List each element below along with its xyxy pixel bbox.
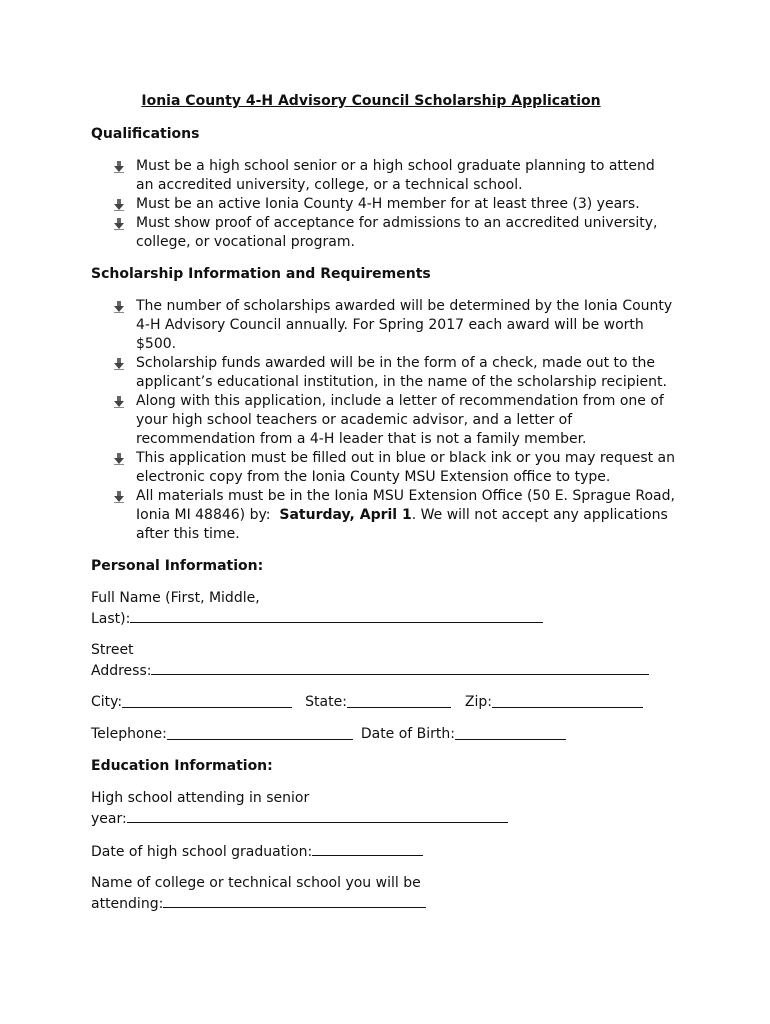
arrow-down-bullet-icon (114, 161, 124, 173)
application-form (91, 92, 676, 926)
scholarship-info-heading: Scholarship Information and Requirements (91, 266, 431, 282)
qualifications-heading: Qualifications (91, 126, 200, 142)
full-name-label-line2: Last): (91, 611, 131, 627)
dob-label: Date of Birth: (360, 726, 456, 742)
requirement-text-before: All materials must be in the Ionia MSU Extension Office (50 E. Sprague Road, Ionia MI 48846) by: (136, 488, 675, 523)
full-name-field (91, 589, 676, 629)
arrow-down-bullet-icon (114, 301, 124, 313)
qualifications-list (91, 157, 676, 252)
high-school-field (91, 789, 676, 829)
telephone-label: Telephone: (91, 726, 167, 742)
college-input[interactable] (163, 893, 426, 908)
arrow-down-bullet-icon (114, 453, 124, 465)
zip-label: Zip: (464, 694, 493, 710)
zip-input[interactable] (492, 693, 643, 708)
graduation-label: Date of high school graduation: (91, 844, 313, 860)
requirement-text: Along with this application, include a letter of recommendation from one of your high school teachers or academic advisor, and a letter of recommendation from a 4-H leader that is not a family member. (136, 393, 664, 447)
college-field (91, 874, 676, 914)
college-label-line2: attending: (91, 896, 164, 912)
requirement-text: This application must be filled out in blue or black ink or you may request an electronic copy from the Ionia County MSU Extension office to type. (136, 450, 675, 485)
deadline-date: Saturday, April 1 (279, 507, 412, 523)
arrow-down-bullet-icon (114, 396, 124, 408)
street-label-line2: Address: (91, 663, 152, 679)
street-address-field (91, 641, 676, 681)
list-item (91, 354, 676, 392)
arrow-down-bullet-icon (114, 199, 124, 211)
list-item (91, 195, 676, 214)
street-address-input[interactable] (151, 660, 649, 675)
graduation-date-field (91, 841, 676, 862)
telephone-input[interactable] (167, 725, 353, 740)
list-item (91, 487, 676, 544)
arrow-down-bullet-icon (114, 218, 124, 230)
high-school-label-line1: High school attending in senior (91, 790, 310, 806)
list-item (91, 157, 676, 195)
full-name-label-line1: Full Name (First, Middle, (91, 590, 260, 606)
street-label-line1: Street (91, 642, 134, 658)
city-label: City: (91, 694, 123, 710)
list-item (91, 392, 676, 449)
qualification-text: Must be a high school senior or a high school graduate planning to attend an accredited university, college, or a technical school. (136, 158, 655, 193)
state-label: State: (305, 694, 347, 710)
document-title: Ionia County 4-H Advisory Council Scholarship Application (141, 93, 601, 109)
requirement-text: The number of scholarships awarded will be determined by the Ionia County 4-H Advisory Council annually. For Spring 2017 each award will be worth $500. (136, 298, 673, 352)
qualification-text: Must be an active Ionia County 4-H member for at least three (3) years. (136, 196, 640, 212)
list-item (91, 449, 676, 487)
city-input[interactable] (122, 693, 292, 708)
arrow-down-bullet-icon (114, 358, 124, 370)
arrow-down-bullet-icon (114, 491, 124, 503)
list-item (91, 297, 676, 354)
state-input[interactable] (347, 693, 451, 708)
high-school-input[interactable] (127, 808, 508, 823)
date-of-birth-input[interactable] (455, 725, 566, 740)
full-name-input[interactable] (130, 608, 543, 623)
requirement-text: Scholarship funds awarded will be in the form of a check, made out to the applicant’s educational institution, in the name of the scholarship recipient. (136, 355, 667, 390)
college-label-line1: Name of college or technical school you will be (91, 875, 421, 891)
high-school-label-line2: year: (91, 811, 127, 827)
list-item (91, 214, 676, 252)
education-info-heading: Education Information: (91, 758, 273, 774)
requirement-text-after: . We will not accept any applications after this time. (136, 507, 668, 542)
graduation-date-input[interactable] (312, 841, 423, 856)
qualification-text: Must show proof of acceptance for admissions to an accredited university, college, or vocational program. (136, 215, 658, 250)
scholarship-info-list (91, 297, 676, 544)
telephone-dob-row (91, 725, 676, 744)
city-state-zip-row (91, 693, 676, 712)
personal-info-heading: Personal Information: (91, 558, 264, 574)
